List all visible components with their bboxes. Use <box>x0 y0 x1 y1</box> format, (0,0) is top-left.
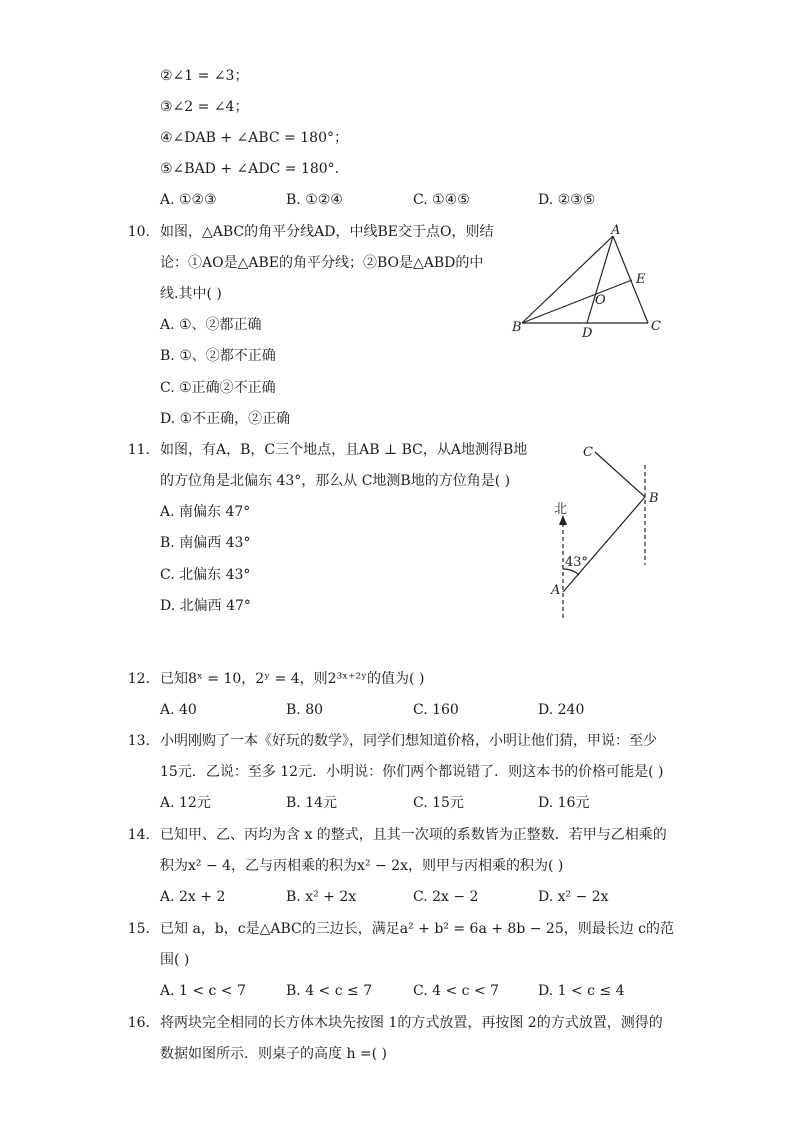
q10-label-c: C <box>651 319 661 334</box>
q10-option-d: D. ①不正确，②正确 <box>160 411 291 427</box>
q14-option-c: C. 2x − 2 <box>413 889 479 905</box>
q10-label-e: E <box>636 272 646 287</box>
q14-option-a: A. 2x + 2 <box>160 889 226 905</box>
q14-number: 14. <box>127 827 150 843</box>
statement-3: ③∠2 = ∠4； <box>160 99 249 115</box>
q13-option-c: C. 15元 <box>413 795 464 811</box>
q12-option-c: C. 160 <box>413 702 459 718</box>
q15-option-c: C. 4 < c < 7 <box>413 983 500 999</box>
q13-option-a: A. 12元 <box>160 795 211 811</box>
q10-label-b: B <box>512 320 522 335</box>
q15-option-d: D. 1 < c ≤ 4 <box>538 983 625 999</box>
q15-number: 15. <box>127 921 150 937</box>
q12-option-b: B. 80 <box>286 702 324 718</box>
top-option-a: A. ①②③ <box>160 192 217 208</box>
q11-number: 11. <box>127 442 150 458</box>
q11-stem-line2: 的方位角是北偏东 43°，那么从 C地测B地的方位角是( ) <box>160 473 511 489</box>
q11-label-c: C <box>583 445 593 460</box>
q12-stem: 已知8ˣ = 10，2ʸ = 4，则2³ˣ⁺²ʸ的值为( ) <box>160 671 425 687</box>
q16-number: 16. <box>127 1015 150 1031</box>
q10-stem-line1: 如图，△ABC的角平分线AD，中线BE交于点O，则结 <box>160 224 494 240</box>
q11-label-b: B <box>649 491 659 506</box>
top-option-c: C. ①④⑤ <box>413 192 470 208</box>
q16-stem-line1: 将两块完全相同的长方体木块先按图 1的方式放置，再按图 2的方式放置，测得的 <box>160 1015 663 1031</box>
q11-option-a: A. 南偏东 47° <box>160 504 251 520</box>
q14-option-b: B. x² + 2x <box>286 889 357 905</box>
q13-option-d: D. 16元 <box>538 795 590 811</box>
q14-option-d: D. x² − 2x <box>538 889 609 905</box>
q13-number: 13. <box>127 733 150 749</box>
q15-stem-line1: 已知 a，b，c是△ABC的三边长，满足a² + b² = 6a + 8b − 25，则最长边 c的范 <box>160 921 675 937</box>
statement-4: ④∠DAB + ∠ABC = 180°； <box>160 130 348 146</box>
q14-stem-line1: 已知甲、乙、丙均为含 x 的整式，且其一次项的系数皆为正整数．若甲与乙相乘的 <box>160 827 667 843</box>
q15-option-b: B. 4 < c ≤ 7 <box>286 983 373 999</box>
statement-2: ②∠1 = ∠3； <box>160 68 249 84</box>
q15-stem-line2: 围( ) <box>160 952 190 968</box>
q11-option-d: D. 北偏西 47° <box>160 598 251 614</box>
q10-stem-line2: 论：①AO是△ABE的角平分线；②BO是△ABD的中 <box>160 255 484 271</box>
q13-stem-line2: 15元．乙说：至多 12元．小明说：你们两个都说错了．则这本书的价格可能是( ) <box>160 764 664 780</box>
q10-option-b: B. ①、②都不正确 <box>160 348 276 364</box>
q10-label-a: A <box>611 223 621 238</box>
q16-stem-line2: 数据如图所示．则桌子的高度 h =( ) <box>160 1046 388 1062</box>
q10-option-a: A. ①、②都正确 <box>160 317 262 333</box>
q15-option-a: A. 1 < c < 7 <box>160 983 246 999</box>
statement-5: ⑤∠BAD + ∠ADC = 180°. <box>160 161 340 177</box>
q10-label-o: O <box>595 293 606 308</box>
q13-option-b: B. 14元 <box>286 795 338 811</box>
q10-stem-line3: 线.其中( ) <box>160 286 222 302</box>
q12-option-a: A. 40 <box>160 702 197 718</box>
q10-label-d: D <box>582 326 593 341</box>
top-option-d: D. ②③⑤ <box>538 192 596 208</box>
q11-stem-line1: 如图，有A，B，C三个地点，且AB ⊥ BC，从A地测得B地 <box>160 442 528 458</box>
q11-option-c: C. 北偏东 43° <box>160 567 251 583</box>
q11-north-label: 北 <box>554 502 568 517</box>
q11-angle-label: 43° <box>565 555 589 570</box>
q10-option-c: C. ①正确②不正确 <box>160 380 276 396</box>
q13-stem-line1: 小明刚购了一本《好玩的数学》，同学们想知道价格，小明让他们猜，甲说：至少 <box>160 733 657 749</box>
q10-number: 10. <box>127 224 150 240</box>
q12-number: 12. <box>127 671 150 687</box>
q11-label-a: A <box>551 583 561 598</box>
top-option-b: B. ①②④ <box>286 192 343 208</box>
q14-stem-line2: 积为x² − 4，乙与丙相乘的积为x² − 2x，则甲与丙相乘的积为( ) <box>160 858 564 874</box>
q12-option-d: D. 240 <box>538 702 585 718</box>
q11-option-b: B. 南偏西 43° <box>160 535 251 551</box>
